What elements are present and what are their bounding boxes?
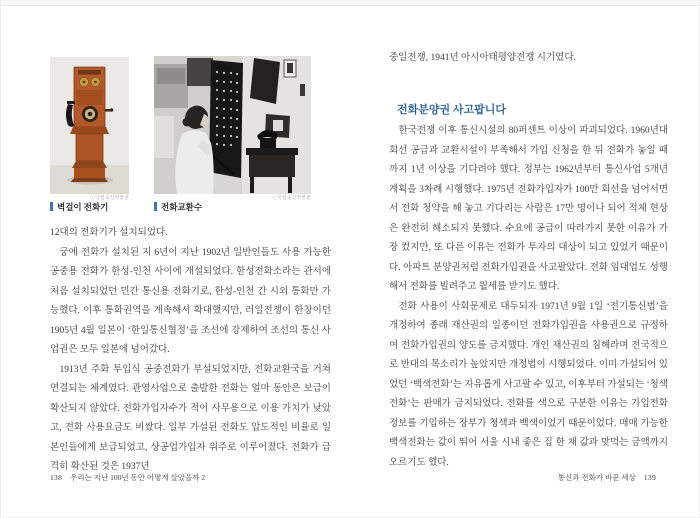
paragraph-continuation: 중일전쟁, 1941년 아시아태평양전쟁 시기였다. bbox=[389, 53, 576, 63]
page-number-right: 139 bbox=[643, 473, 656, 482]
caption-text: 벽걸이 전화기 bbox=[57, 202, 109, 212]
page-top-edge bbox=[1, 1, 699, 6]
figure-wall-telephone bbox=[50, 57, 129, 194]
photo-credit-left: ⓒ국립중앙박물관 bbox=[90, 195, 129, 201]
caption-text: 전화교환수 bbox=[161, 202, 203, 212]
wall-telephone-photo-illustration bbox=[50, 57, 129, 194]
book-title: 우리는 지난 100년 동안 어떻게 살았을까 2 bbox=[70, 473, 206, 482]
paragraph: 한국전쟁 이후 통신시설의 80퍼센트 이상이 파괴되었다. 1960년대 회선 공급과 교환시설이 부족해서 가입 신청을 한 뒤 전화가 놓일 때까지 1년 이상을 기다려야 했다. 정부는 1962년부터 통신사업 5개년 계획을 3차례 시행했다. 1975년 전화가입자가 100만 회선을 넘어서면서 전화 청약을 해 놓고 기다리는 사람은 17만 명이나 되어 적체 현상은 완전히 해소되지 못했다. 수요에 공급이 따라가지 못한 이유가 가장 컸지만, 또 다른 이유는 전화가 투자의 대상이 되고 있었기 때문이다. 아파트 분양권처럼 전화가입권을 사고팔았다. 전화 임대업도 성행해서 전화를 빌려주고 월세를 받기도 했다. bbox=[389, 126, 668, 292]
photo-credit-right: ⓒ국립중앙박물관 bbox=[272, 195, 311, 201]
paragraph: 1913년 주화 투입식 공중전화가 부설되었지만, 전화교환국을 거쳐 연결되는 체계였다. 관영사업으로 출발한 전화는 얼마 동안은 보급이 확산되지 않았다. 전화가입자수가 적어 사무용으로 이용 가치가 낮았고, 전화 사용요금도 비쌌다. 일부 가설된 전화도 압도적인 비율로 일본인들에게 보급되었고, 상공업가입자 위주로 이루어졌다. 전화가 급격히 확산된 것은 1937년 bbox=[50, 364, 331, 472]
page-number-left: 138 bbox=[50, 473, 63, 482]
left-page-text-column bbox=[50, 224, 331, 478]
switchboard-operator-photo-illustration bbox=[154, 56, 311, 194]
chapter-title: 통신과 전화가 바꾼 세상 bbox=[557, 473, 636, 482]
left-page-footer bbox=[50, 472, 331, 483]
caption-bar-icon bbox=[154, 202, 157, 211]
figure-caption-wall-telephone bbox=[50, 202, 108, 213]
figure-caption-switchboard-operator bbox=[154, 202, 202, 213]
right-page-footer bbox=[389, 472, 656, 483]
paragraph-continuation: 12대의 전화기가 설치되었다. bbox=[50, 228, 168, 238]
paragraph: 궁에 전화가 설치된 지 6년이 지난 1902년 일반인들도 사용 가능한 공중용 전화가 한성-인천 사이에 개설되었다. 한성전화소라는 관서에 처음 설치되었던 민간 통신용 전화기로, 한성-인천 간 시외 통화만 가능했다. 이후 통화권역을 계속해서 확대했지만, 러일전쟁이 한창이던 1905년 4월 일본이 ‘한일통신협정’을 조선에 강제하여 조선의 통신 사업권은 모두 일본에 넘어갔다. bbox=[50, 247, 331, 355]
paragraph: 전화 사용이 사회문제로 대두되자 1971년 9월 1일 ‘전기통신법’을 개정하여 종래 재산권의 일종이던 전화가입권을 사용권으로 규정하여 전화가입권의 양도를 금지했다. 개인 재산권의 침해라며 전국적으로 반대의 목소리가 높았지만 개정법이 시행되었다. 이미 가설되어 있었던 ‘백색전화’는 자유롭게 사고팔 수 있고, 이후부터 가설되는 ‘청색전화’는 판매가 금지되었다. 전화를 색으로 구분한 이유는 가입전화 정보를 기입하는 장부가 청색과 백색이었기 때문이었다. 매매 가능한 백색전화는 값이 뛰어 서울 시내 좋은 집 한 채 값과 맞먹는 금액까지 오르기도 했다. bbox=[389, 301, 668, 468]
section-heading: 전화분양권 사고팝니다 bbox=[397, 103, 507, 116]
caption-bar-icon bbox=[50, 202, 53, 211]
figure-switchboard-operator bbox=[154, 56, 311, 194]
right-page-text-column bbox=[389, 49, 668, 473]
